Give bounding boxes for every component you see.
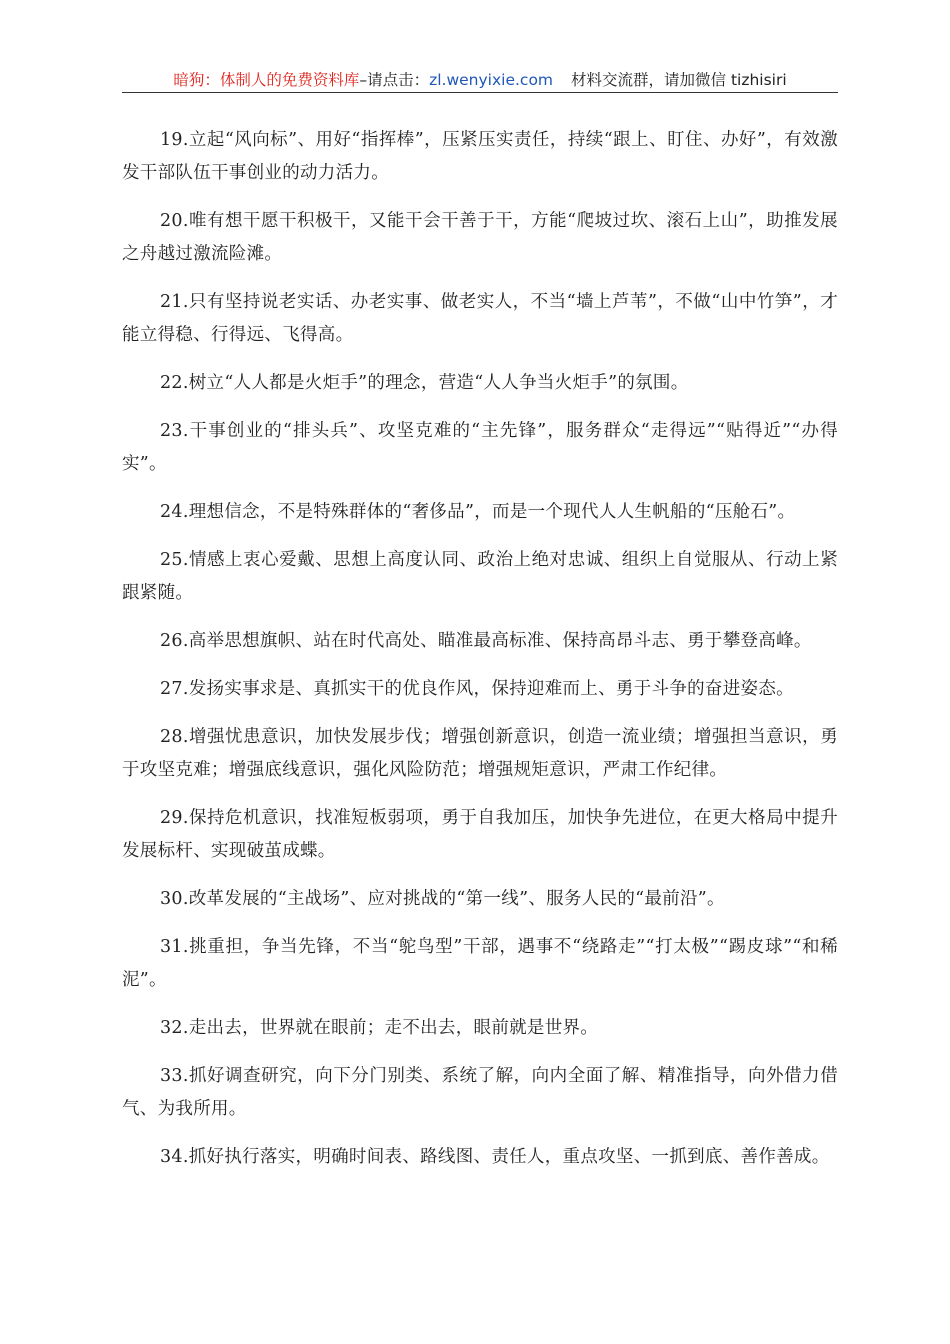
paragraph-22: 22.树立“人人都是火炬手”的理念，营造“人人争当火炬手”的氛围。: [160, 373, 689, 393]
paragraph-21: 21.只有坚持说老实话、办老实事、做老实人，不当“墙上芦苇”，不做“山中竹笋”，才能立得稳、行得远、飞得高。: [122, 292, 838, 345]
paragraph-30: 30.改革发展的“主战场”、应对挑战的“第一线”、服务人民的“最前沿”。: [160, 889, 725, 909]
paragraph-28: 28.增强忧患意识，加快发展步伐；增强创新意识，创造一流业绩；增强担当意识，勇于攻坚克难；增强底线意识，强化风险防范；增强规矩意识，严肃工作纪律。: [122, 727, 838, 780]
page-header: [122, 68, 838, 93]
paragraph-33: 33.抓好调查研究，向下分门别类、系统了解，向内全面了解、精准指导，向外借力借气、为我所用。: [122, 1066, 838, 1119]
header-click-prompt: –请点击：: [359, 71, 430, 89]
header-url-link[interactable]: zl.wenyixie.com: [429, 71, 554, 89]
paragraph-23: 23.干事创业的“排头兵”、攻坚克难的“主先锋”，服务群众“走得远”“贴得近”“办得实”。: [122, 421, 838, 474]
paragraph-34: 34.抓好执行落实，明确时间表、路线图、责任人，重点攻坚、一抓到底、善作善成。: [160, 1147, 830, 1167]
paragraph-25: 25.情感上衷心爱戴、思想上高度认同、政治上绝对忠诚、组织上自觉服从、行动上紧跟紧随。: [122, 550, 838, 603]
paragraph-27: 27.发扬实事求是、真抓实干的优良作风，保持迎难而上、勇于斗争的奋进姿态。: [160, 679, 794, 699]
document-body: [122, 124, 838, 1189]
header-site-name: 暗狗：体制人的免费资料库: [173, 71, 360, 89]
paragraph-24: 24.理想信念，不是特殊群体的“奢侈品”，而是一个现代人人生帆船的“压舱石”。: [160, 502, 796, 522]
paragraph-19: 19.立起“风向标”、用好“指挥棒”，压紧压实责任，持续“跟上、盯住、办好”，有效激发干部队伍干事创业的动力活力。: [122, 130, 838, 183]
paragraph-20: 20.唯有想干愿干积极干，又能干会干善于干，方能“爬坡过坎、滚石上山”，助推发展之舟越过激流险滩。: [122, 211, 838, 264]
paragraph-32: 32.走出去，世界就在眼前；走不出去，眼前就是世界。: [160, 1018, 599, 1038]
paragraph-29: 29.保持危机意识，找准短板弱项，勇于自我加压，加快争先进位，在更大格局中提升发展标杆、实现破茧成蝶。: [122, 808, 838, 861]
paragraph-31: 31.挑重担，争当先锋，不当“鸵鸟型”干部，遇事不“绕路走”“打太极”“踢皮球”“和稀泥”。: [122, 937, 838, 990]
paragraph-26: 26.高举思想旗帜、站在时代高处、瞄准最高标准、保持高昂斗志、勇于攀登高峰。: [160, 631, 812, 651]
header-wechat-note: 材料交流群，请加微信 tizhisiri: [571, 71, 787, 89]
